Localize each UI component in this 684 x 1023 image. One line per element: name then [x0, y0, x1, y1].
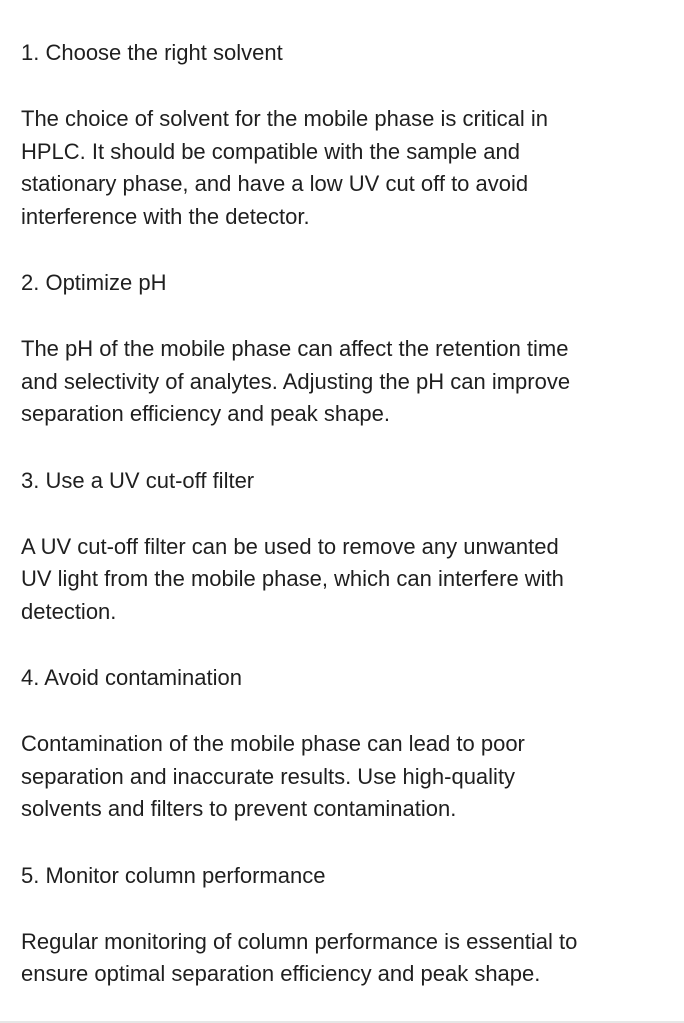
section-heading: 3. Use a UV cut-off filter: [21, 467, 255, 493]
paragraph-line: detection.: [21, 598, 117, 624]
section-paragraph: [21, 728, 661, 826]
paragraph-line: interference with the detector.: [21, 203, 310, 229]
paragraph-line: separation and inaccurate results. Use high-quality: [21, 763, 516, 789]
section-3: [21, 465, 661, 629]
message-body: [21, 37, 661, 991]
section-1: [21, 37, 661, 233]
paragraph-line: The pH of the mobile phase can affect the retention time: [21, 336, 569, 361]
section-heading: 2. Optimize pH: [21, 270, 167, 295]
paragraph-line: Regular monitoring of column performance is essential to: [21, 928, 578, 954]
section-heading: 4. Avoid contamination: [21, 665, 242, 690]
section-heading: 1. Choose the right solvent: [21, 40, 283, 65]
section-paragraph: [21, 531, 661, 629]
paragraph-line: Contamination of the mobile phase can lead to poor: [21, 731, 525, 756]
section-paragraph: [21, 103, 661, 233]
paragraph-line: solvents and filters to prevent contamination.: [21, 796, 457, 821]
paragraph-line: The choice of solvent for the mobile phase is critical in: [21, 106, 549, 131]
paragraph-line: stationary phase, and have a low UV cut off to avoid: [21, 171, 529, 196]
section-4: [21, 662, 661, 826]
paragraph-line: and selectivity of analytes. Adjusting the pH can improve: [21, 368, 571, 394]
paragraph-line: UV light from the mobile phase, which can interfere with: [21, 566, 564, 591]
section-heading: 5. Monitor column performance: [21, 862, 326, 888]
paragraph-line: A UV cut-off filter can be used to remove any unwanted: [21, 533, 559, 559]
paragraph-line: separation efficiency and peak shape.: [21, 401, 390, 426]
section-5: [21, 860, 661, 991]
paragraph-line: HPLC. It should be compatible with the sample and: [21, 138, 520, 164]
section-paragraph: [21, 333, 661, 431]
section-2: [21, 267, 661, 431]
section-paragraph: [21, 926, 661, 991]
paragraph-line: ensure optimal separation efficiency and peak shape.: [21, 961, 541, 986]
